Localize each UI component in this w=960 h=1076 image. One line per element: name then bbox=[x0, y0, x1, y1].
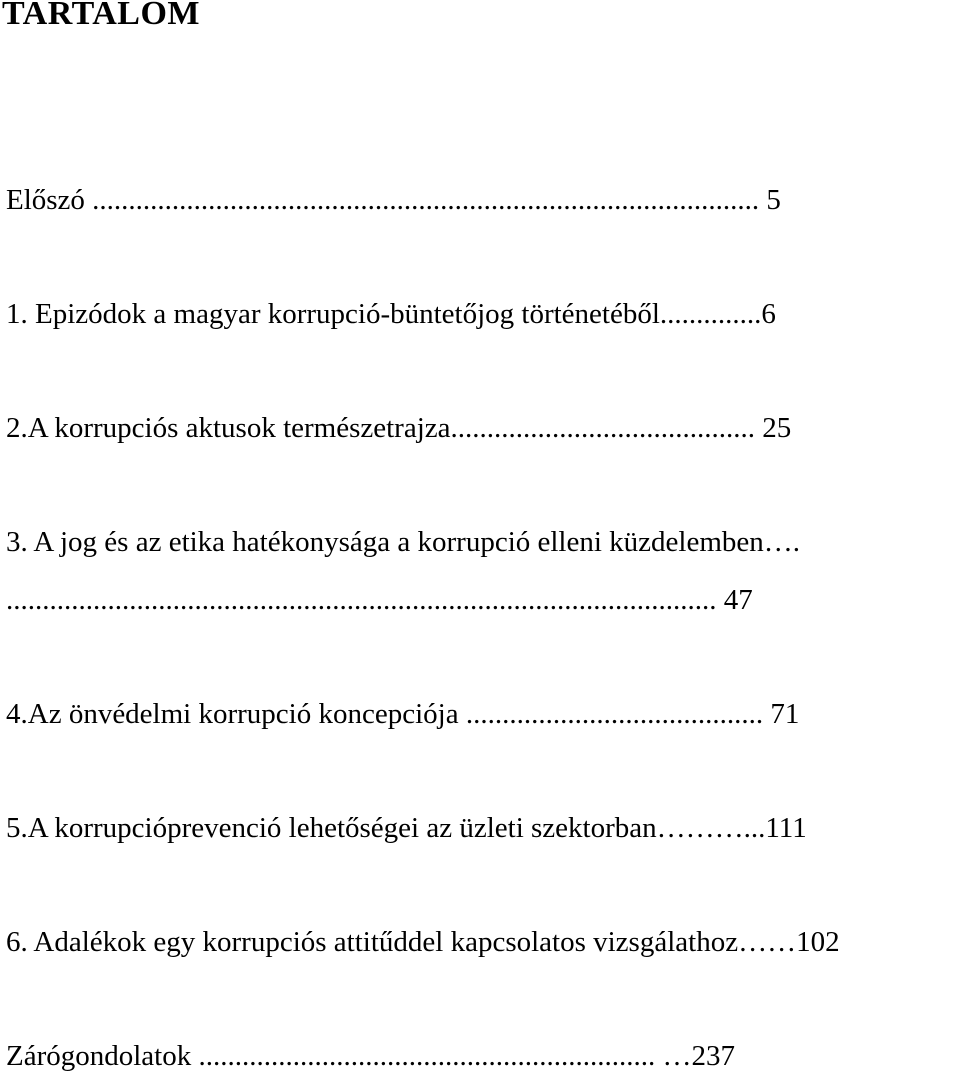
toc-entry-zarogondolatok: Zárógondolatok ............................................................... …237 bbox=[6, 1040, 735, 1072]
toc-title: TARTALOM bbox=[2, 0, 200, 32]
toc-entry-chapter-4: 4.Az önvédelmi korrupció koncepciója ......................................... 71 bbox=[6, 698, 800, 730]
toc-entry-chapter-5: 5.A korrupcióprevenció lehetőségei az üzleti szektorban………...111 bbox=[6, 812, 807, 844]
toc-entry-chapter-3-continuation: .................................................................................................. 47 bbox=[6, 584, 753, 616]
toc-entry-chapter-2: 2.A korrupciós aktusok természetrajza.......................................... 25 bbox=[6, 412, 792, 444]
toc-entry-eloszo: Előszó ............................................................................................ 5 bbox=[6, 184, 781, 216]
toc-entry-chapter-1: 1. Epizódok a magyar korrupció-büntetőjog történetéből..............6 bbox=[6, 298, 776, 330]
toc-entry-chapter-3: 3. A jog és az etika hatékonysága a korrupció elleni küzdelemben…. bbox=[6, 526, 801, 558]
toc-entry-chapter-6: 6. Adalékok egy korrupciós attitűddel kapcsolatos vizsgálathoz……102 bbox=[6, 926, 840, 958]
